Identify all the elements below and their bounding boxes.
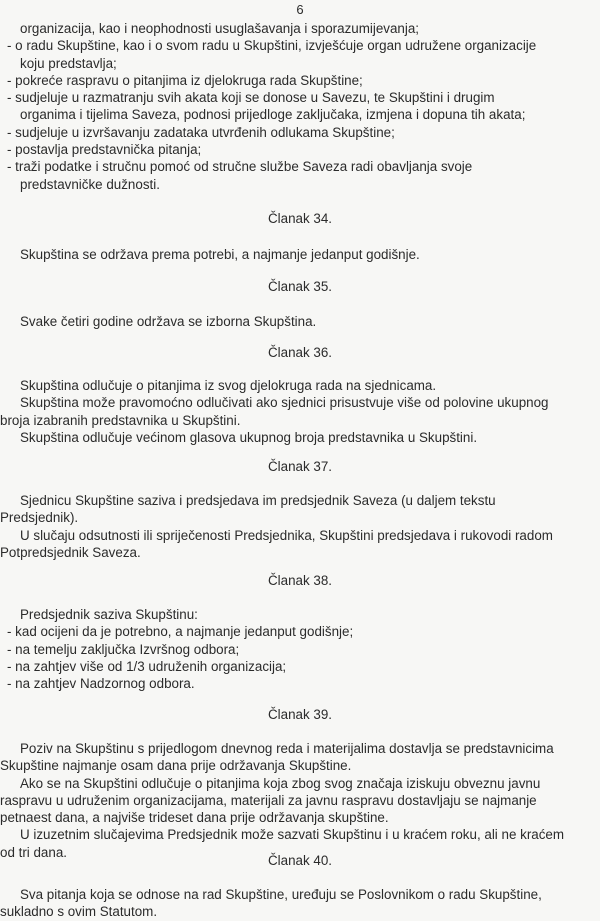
article-body xyxy=(0,313,600,330)
paragraph-line: Skupština se održava prema potrebi, a najmanje jedanput godišnje. xyxy=(20,247,420,262)
paragraph-line: Ako se na Skupštini odlučuje o pitanjima koja zbog svog značaja iziskuju obveznu javnu xyxy=(20,775,541,791)
paragraph-line: U slučaju odsutnosti ili spriječenosti Predsjednika, Skupštini predsjedava i rukovodi radom xyxy=(20,527,553,543)
article-body xyxy=(0,492,600,561)
article-heading: Članak 35. xyxy=(267,279,333,294)
paragraph-line: Svake četiri godine održava se izborna Skupština. xyxy=(20,314,317,329)
page-number: 6 xyxy=(296,2,304,17)
list-item: organizacija, kao i neophodnosti usuglašavanja i sporazumijevanja; xyxy=(20,21,419,36)
paragraph-line: od tri dana. xyxy=(0,844,67,860)
paragraph-line: Predsjednik). xyxy=(0,510,79,526)
article-body xyxy=(0,886,600,921)
paragraph-line: raspravu u udruženim organizacijama, materijali za javnu raspravu dostavljaju se najmanje xyxy=(0,792,537,808)
list-item: - postavlja predstavnička pitanja; xyxy=(7,142,202,158)
list-item: koju predstavlja; xyxy=(20,55,117,71)
list-item: - pokreće raspravu o pitanjima iz djelokruga rada Skupštine; xyxy=(7,72,363,88)
paragraph-line: sukladno s ovim Statutom. xyxy=(0,904,158,920)
list-item: - sudjeluje u izvršavanju zadataka utvrđenih odlukama Skupštine; xyxy=(7,124,395,140)
intro-list xyxy=(0,20,600,193)
list-item: predstavničke dužnosti. xyxy=(20,176,160,192)
article-heading: Članak 38. xyxy=(267,573,333,588)
list-item: - o radu Skupštine, kao i o svom radu u Skupštini, izvješćuje organ udružene organizacije xyxy=(7,38,537,54)
paragraph-line: broja izabranih predstavnika u Skupštini. xyxy=(0,412,241,428)
paragraph-line: Poziv na Skupštinu s prijedlogom dnevnog reda i materijalima dostavlja se predstavnicima xyxy=(20,741,554,756)
paragraph-line: Skupštine najmanje osam dana prije održavanja Skupštine. xyxy=(0,758,352,774)
paragraph-line: Skupština može pravomoćno odlučivati ako sjednici prisustvuje više od polovine ukupnog xyxy=(20,395,549,411)
paragraph-line: Predsjednik saziva Skupštinu: xyxy=(20,607,198,622)
paragraph-line: Skupština odlučuje o pitanjima iz svog djelokruga rada na sjednicama. xyxy=(20,378,437,393)
article-heading: Članak 36. xyxy=(267,345,333,360)
paragraph-line: U izuzetnim slučajevima Predsjednik može sazvati Skupštinu i u kraćem roku, ali ne kraćem xyxy=(20,827,565,843)
article-heading: Članak 37. xyxy=(267,459,333,474)
paragraph-line: Skupština odlučuje većinom glasova ukupnog broja predstavnika u Skupštini. xyxy=(20,429,478,445)
article-heading: Članak 34. xyxy=(267,211,333,226)
article-body xyxy=(0,246,600,263)
article-heading: Članak 40. xyxy=(267,853,333,868)
paragraph-line: petnaest dana, a najviše trideset dana prije održavanja skupštine. xyxy=(0,810,389,826)
article-body xyxy=(0,606,600,692)
article-heading: Članak 39. xyxy=(267,707,333,722)
list-item: - na temelju zaključka Izvršnog odbora; xyxy=(7,641,240,657)
list-item: - traži podatke i stručnu pomoć od stručne službe Saveza radi obavljanja svoje xyxy=(7,159,473,175)
list-item: - na zahtjev više od 1/3 udruženih organizacija; xyxy=(7,658,287,674)
paragraph-line: Potpredsjednik Saveza. xyxy=(0,544,141,560)
article-body xyxy=(0,377,600,446)
paragraph-line: Sjednicu Skupštine saziva i predsjedava im predsjednik Saveza (u daljem tekstu xyxy=(20,493,496,508)
paragraph-line: Sva pitanja koja se odnose na rad Skupštine, uređuju se Poslovnikom o radu Skupštine, xyxy=(20,887,542,902)
list-item: - sudjeluje u razmatranju svih akata koji se donose u Savezu, te Skupštini i drugim xyxy=(7,90,495,106)
article-body xyxy=(0,740,600,861)
list-item: - na zahtjev Nadzornog odbora. xyxy=(7,676,195,692)
list-item: organima i tijelima Saveza, podnosi prijedloge zaključaka, izmjena i dopuna tih akata; xyxy=(20,107,526,123)
list-item: - kad ocijeni da je potrebno, a najmanje jedanput godišnje; xyxy=(7,624,354,640)
